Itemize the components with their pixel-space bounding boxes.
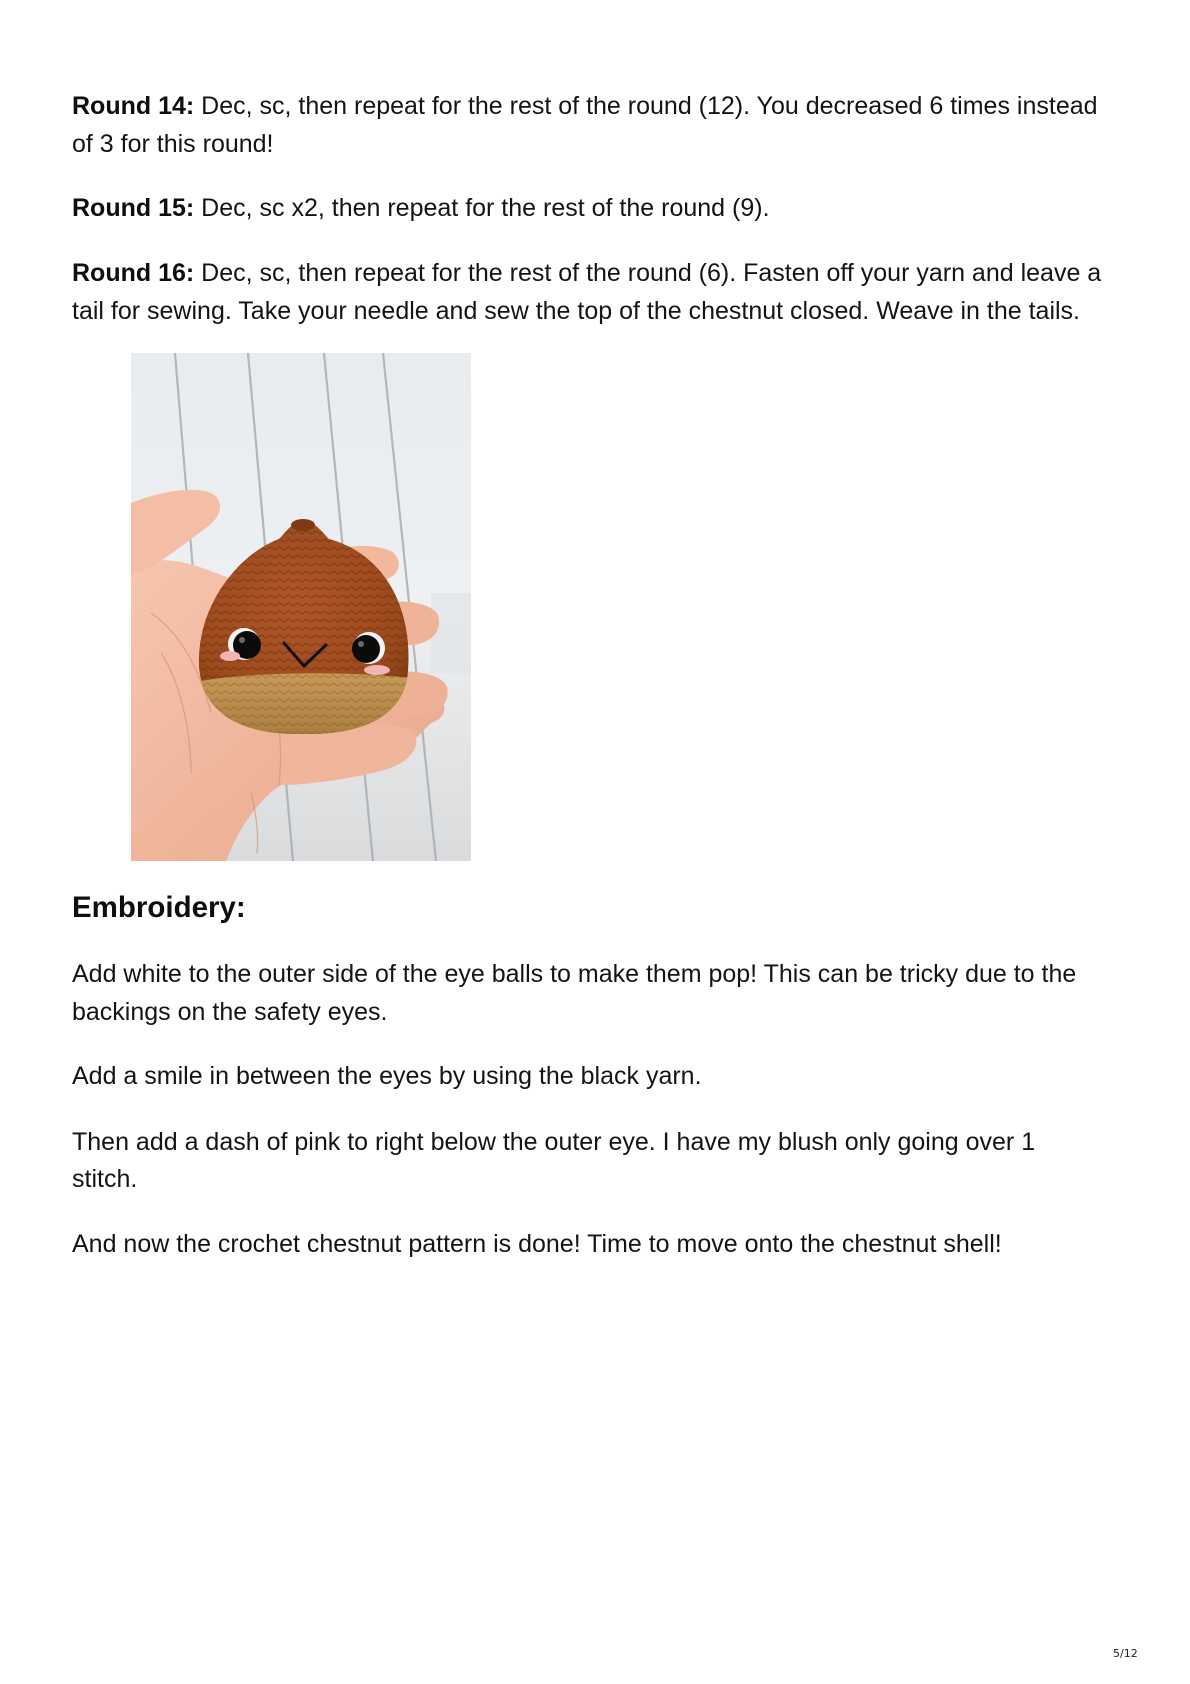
round-15-text: Dec, sc x2, then repeat for the rest of the round (9). — [194, 194, 770, 222]
round-16-line-2: tail for sewing. Take your needle and sew the top of the chestnut closed. Weave in the tails. — [72, 297, 1081, 325]
round-16-line-1 — [72, 254, 1101, 292]
embroidery-line-6: And now the crochet chestnut pattern is done! Time to move onto the chestnut shell! — [72, 1230, 1002, 1258]
chestnut-amigurumi-illustration — [131, 353, 471, 861]
round-14-text: Dec, sc, then repeat for the rest of the round (12). You decreased 6 times instead — [194, 92, 1098, 120]
embroidery-line-4: Then add a dash of pink to right below the outer eye. I have my blush only going over 1 — [72, 1128, 1036, 1156]
page-number: 5/12 — [1113, 1647, 1138, 1660]
round-16-text: Dec, sc, then repeat for the rest of the round (6). Fasten off your yarn and leave a — [194, 259, 1102, 287]
round-14-label: Round 14: — [72, 92, 195, 120]
embroidery-line-1: Add white to the outer side of the eye balls to make them pop! This can be tricky due to the — [72, 960, 1077, 988]
round-14-line-2: of 3 for this round! — [72, 130, 274, 158]
round-15-line-1 — [72, 189, 770, 227]
chestnut-photo — [131, 353, 471, 861]
embroidery-heading: Embroidery: — [72, 891, 246, 924]
embroidery-line-3: Add a smile in between the eyes by using the black yarn. — [72, 1062, 702, 1090]
round-15-label: Round 15: — [72, 194, 195, 222]
embroidery-line-5: stitch. — [72, 1165, 138, 1193]
embroidery-line-2: backings on the safety eyes. — [72, 998, 388, 1026]
round-16-label: Round 16: — [72, 259, 195, 287]
round-14-line-1 — [72, 87, 1098, 125]
